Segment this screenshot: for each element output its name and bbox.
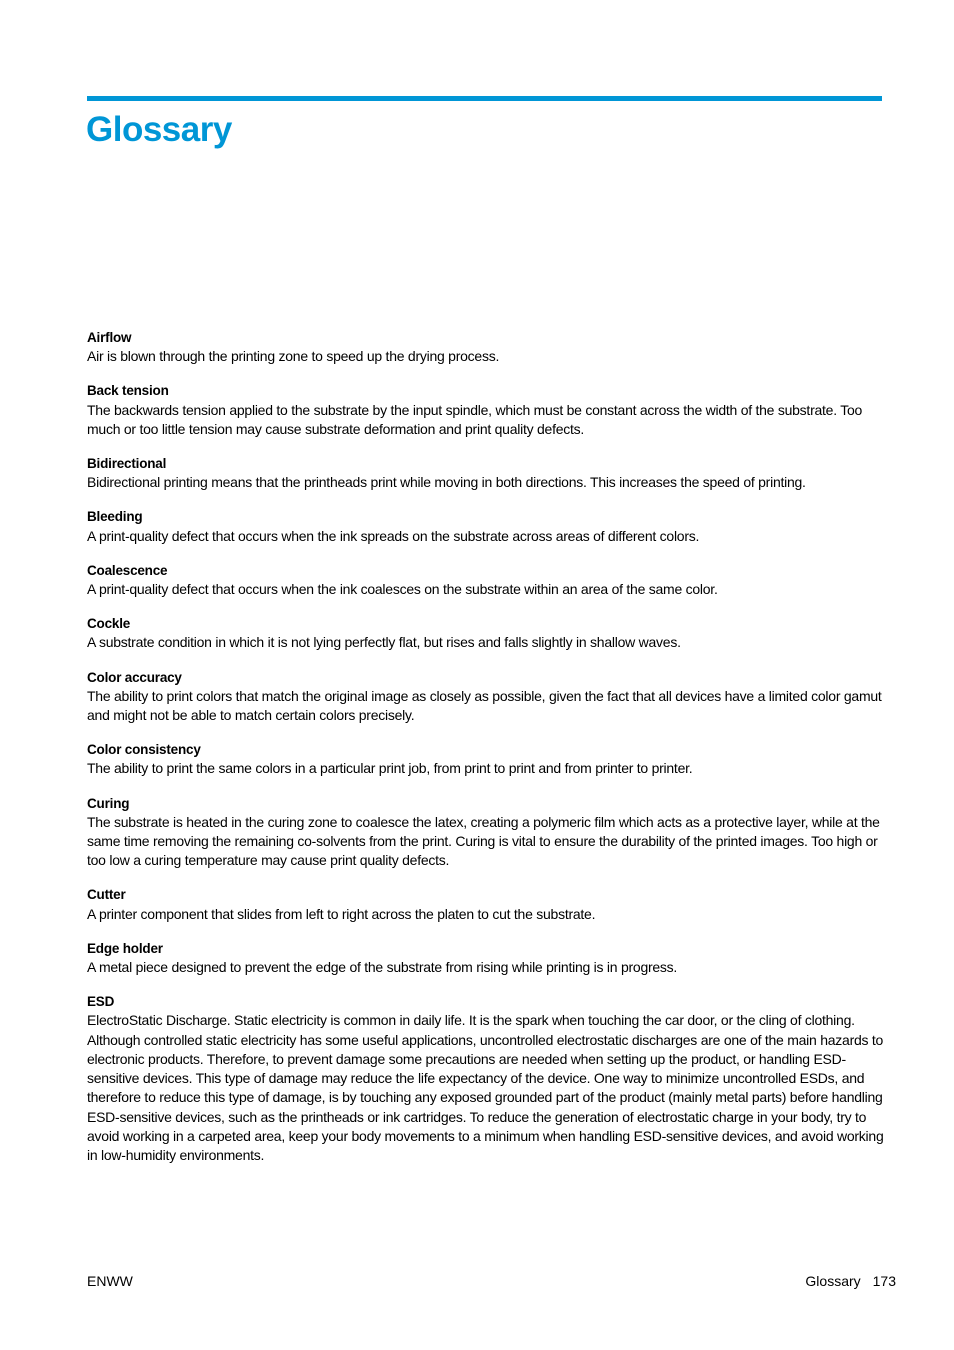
glossary-entry-cutter (87, 885, 887, 923)
glossary-definition: Bidirectional printing means that the printheads print while moving in both directions. This increases the speed of printing. (87, 474, 806, 491)
glossary-entry-esd (87, 992, 887, 1165)
glossary-entry-bidirectional (87, 454, 887, 492)
glossary-term: Bleeding (87, 509, 143, 525)
glossary-term: Bidirectional (87, 456, 167, 472)
glossary-entry-airflow (87, 328, 887, 366)
footer-page-info (805, 1272, 896, 1291)
glossary-term: Curing (87, 795, 130, 811)
glossary-entry-back-tension (87, 381, 887, 439)
glossary-entry-coalescence (87, 561, 887, 599)
glossary-term: ESD (87, 994, 115, 1010)
glossary-definition: Air is blown through the printing zone to speed up the drying process. (87, 348, 500, 365)
glossary-definition: A print-quality defect that occurs when the ink spreads on the substrate across areas of different colors. (87, 527, 700, 544)
page-number: 173 (872, 1273, 896, 1289)
page-title: Glossary (86, 110, 232, 149)
glossary-term: Color consistency (87, 742, 201, 758)
footer-section-name: Glossary (805, 1273, 861, 1289)
glossary-entry-color-consistency (87, 740, 887, 778)
glossary-definition: The ability to print colors that match the original image as closely as possible, given the fact that all devices have a limited color gamut and might not be able to match certain colors precisely. (87, 687, 882, 724)
glossary-definition: A printer component that slides from left to right across the platen to cut the substrate. (87, 905, 596, 922)
title-rule (87, 96, 882, 101)
glossary-entry-curing (87, 794, 887, 871)
glossary-term: Edge holder (87, 940, 163, 956)
glossary-definition: A substrate condition in which it is not lying perfectly flat, but rises and falls slightly in shallow waves. (87, 634, 681, 651)
glossary-definition: A metal piece designed to prevent the edge of the substrate from rising while printing is in progress. (87, 959, 678, 976)
glossary-definition: The backwards tension applied to the substrate by the input spindle, which must be constant across the width of the substrate. Too much or too little tension may cause substrate deformation and print quality defects. (87, 401, 863, 437)
glossary-entry-color-accuracy (87, 668, 887, 726)
glossary-term: Back tension (87, 383, 169, 399)
glossary-term: Cockle (87, 616, 131, 632)
glossary-definition: The substrate is heated in the curing zone to coalesce the latex, creating a polymeric film which acts as a protective layer, while at the same time removing the remaining co-solvents from the print. Curing is vital to ensure the durability of the printed images. Too high or too low a curing temperature may cause print quality defects. (87, 813, 880, 869)
glossary-entry-cockle (87, 614, 887, 652)
glossary-term: Coalescence (87, 562, 168, 578)
footer-doc-code: ENWW (87, 1273, 133, 1289)
glossary-term: Airflow (87, 330, 132, 345)
glossary-term: Cutter (87, 887, 126, 903)
glossary-term: Color accuracy (87, 669, 182, 685)
glossary-definition: ElectroStatic Discharge. Static electricity is common in daily life. It is the spark when touching the car door, or the cling of clothing. Although controlled static electricity has some useful applications, uncontrolled electrostatic discharges are one of the main hazards to electronic products. Therefore, to prevent damage some precautions are needed when setting up the product, or handling ESD-sensitive devices. This type of damage may reduce the life expectancy of the device. One way to minimize uncontrolled ESDs, and therefore to reduce this type of damage, is by touching any exposed grounded part of the product (mainly metal parts) before handling ESD-sensitive devices, such as the printheads or ink cartridges. To reduce the generation of electrostatic charge in your body, try to avoid working in a carpeted area, keep your body movements to a minimum when handling ESD-sensitive devices, and avoid working in low-humidity environments. (87, 1012, 884, 1163)
glossary-entry-bleeding (87, 507, 887, 545)
glossary-entry-edge-holder (87, 939, 887, 977)
glossary-definition: The ability to print the same colors in a particular print job, from print to print and from printer to printer. (87, 760, 693, 777)
glossary-definition: A print-quality defect that occurs when the ink coalesces on the substrate within an area of the same color. (87, 581, 718, 598)
glossary-list (87, 328, 887, 1180)
